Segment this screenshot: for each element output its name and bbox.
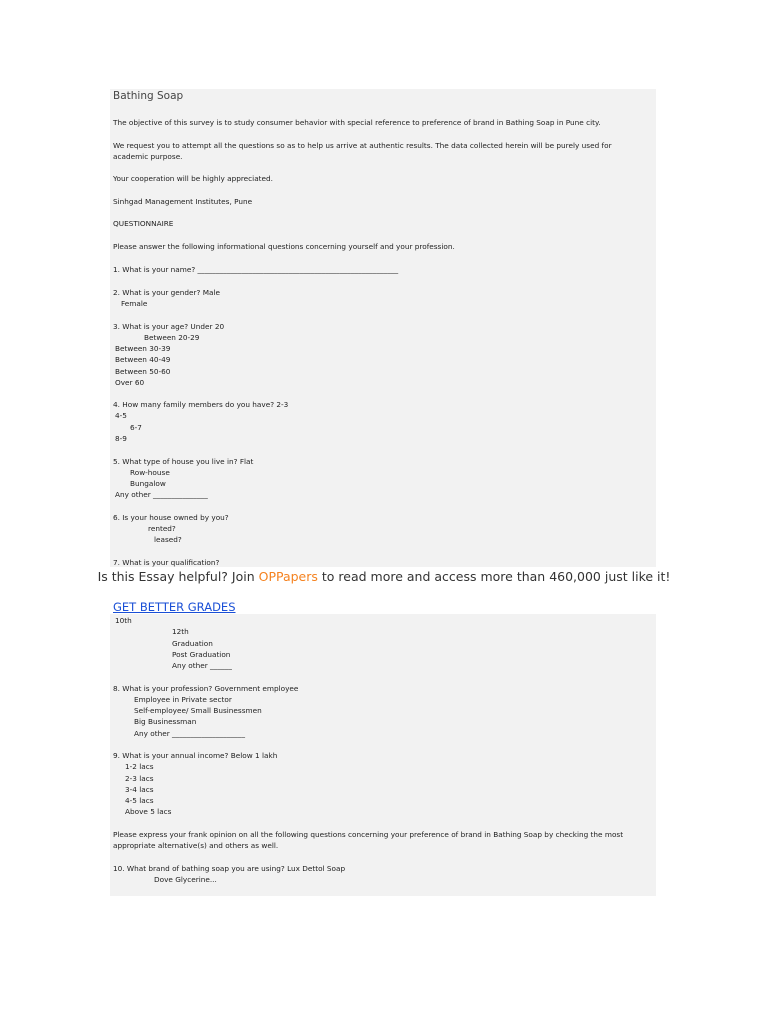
option-line: 1-2 lacs bbox=[125, 762, 154, 771]
intro-institute: Sinhgad Management Institutes, Pune bbox=[113, 197, 253, 206]
option-line: Any other ____________________ bbox=[134, 729, 245, 738]
question-2: 2. What is your gender? Male bbox=[113, 288, 220, 297]
promo-brand: OPPapers bbox=[258, 569, 318, 584]
option-line: Self-employee/ Small Businessmen bbox=[134, 706, 262, 715]
option-line: Big Businessman bbox=[134, 717, 197, 726]
option-line: Over 60 bbox=[115, 378, 145, 387]
instructions: Please answer the following informational questions concerning yourself and your profession. bbox=[113, 242, 455, 251]
option-line: 4-5 bbox=[115, 411, 127, 420]
option-line: Dove Glycerine... bbox=[154, 875, 217, 884]
option-line: 12th bbox=[172, 627, 189, 636]
question-6: 6. Is your house owned by you? bbox=[113, 513, 229, 522]
option-line: leased? bbox=[154, 535, 182, 544]
option-line: 2-3 lacs bbox=[125, 774, 154, 783]
option-line: 10th bbox=[115, 616, 132, 625]
intro-cooperation: Your cooperation will be highly appreciated. bbox=[113, 174, 273, 183]
question-8: 8. What is your profession? Government employee bbox=[113, 684, 299, 693]
document-title: Bathing Soap bbox=[113, 90, 184, 102]
option-line: Between 40-49 bbox=[115, 355, 171, 364]
opinion-instructions: Please express your frank opinion on all the following questions concerning your preference of brand in Bathing Soap by checking the most appropriate alternative(s) and others as well. bbox=[113, 830, 624, 850]
question-7: 7. What is your qualification? bbox=[113, 558, 220, 567]
option-line: Employee in Private sector bbox=[134, 695, 232, 704]
promo-banner bbox=[0, 569, 768, 585]
option-line: Post Graduation bbox=[172, 650, 231, 659]
option-line: Bungalow bbox=[130, 479, 166, 488]
option-line: Above 5 lacs bbox=[125, 807, 172, 816]
promo-text-before: Is this Essay helpful? Join bbox=[97, 569, 259, 584]
option-line: Between 30-39 bbox=[115, 344, 171, 353]
question-4: 4. How many family members do you have? 2-3 bbox=[113, 400, 289, 409]
option-line: rented? bbox=[148, 524, 176, 533]
document-page-bottom bbox=[110, 614, 656, 896]
option-line: Female bbox=[121, 299, 148, 308]
question-9: 9. What is your annual income? Below 1 lakh bbox=[113, 751, 278, 760]
intro-request: We request you to attempt all the questions so as to help us arrive at authentic results. The data collected herein will be purely used for academic purpose. bbox=[113, 141, 612, 161]
option-line: 8-9 bbox=[115, 434, 127, 443]
promo-text-after: to read more and access more than 460,000 just like it! bbox=[317, 569, 671, 584]
option-line: Any other _______________ bbox=[115, 490, 208, 499]
intro-objective: The objective of this survey is to study consumer behavior with special reference to preference of brand in Bathing Soap in Pune city. bbox=[113, 118, 601, 127]
option-line: Between 20-29 bbox=[144, 333, 200, 342]
section-heading: QUESTIONNAIRE bbox=[113, 219, 174, 228]
question-1: 1. What is your name? _______________________________________________________ bbox=[113, 265, 399, 274]
question-5: 5. What type of house you live in? Flat bbox=[113, 457, 254, 466]
get-better-grades-link[interactable]: GET BETTER GRADES bbox=[113, 600, 236, 614]
document-page-top bbox=[110, 89, 656, 567]
option-line: Any other ______ bbox=[172, 661, 232, 670]
option-line: 3-4 lacs bbox=[125, 785, 154, 794]
option-line: 4-5 lacs bbox=[125, 796, 154, 805]
option-line: Graduation bbox=[172, 639, 213, 648]
option-line: Row-house bbox=[130, 468, 170, 477]
question-10: 10. What brand of bathing soap you are using? Lux Dettol Soap bbox=[113, 864, 346, 873]
option-line: Between 50-60 bbox=[115, 367, 171, 376]
question-3: 3. What is your age? Under 20 bbox=[113, 322, 225, 331]
option-line: 6-7 bbox=[130, 423, 142, 432]
